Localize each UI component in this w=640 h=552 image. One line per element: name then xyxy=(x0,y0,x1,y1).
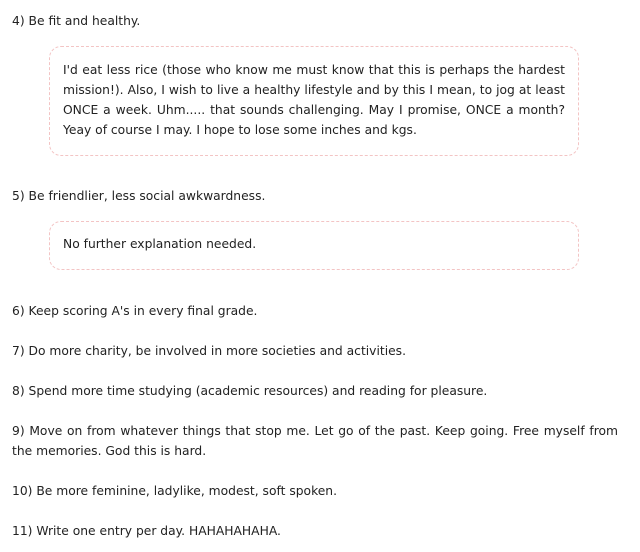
goal-item-9: 9) Move on from whatever things that stop me. Let go of the past. Keep going. Free myself from the memories. God this is hard. xyxy=(12,424,618,458)
goal-item-10: 10) Be more feminine, ladylike, modest, soft spoken. xyxy=(12,484,338,498)
goal-note-text: No further explanation needed. xyxy=(63,237,257,251)
goal-item-5: 5) Be friendlier, less social awkwardness. xyxy=(12,189,266,203)
goal-item-6: 6) Keep scoring A's in every final grade. xyxy=(12,304,258,318)
goal-item-8: 8) Spend more time studying (academic resources) and reading for pleasure. xyxy=(12,384,488,398)
goal-note-box xyxy=(49,46,579,156)
goal-item-7: 7) Do more charity, be involved in more societies and activities. xyxy=(12,344,406,358)
goal-note-box xyxy=(49,221,579,270)
goal-item-4: 4) Be fit and healthy. xyxy=(12,14,141,28)
goal-item-11: 11) Write one entry per day. HAHAHAHAHA. xyxy=(12,524,281,538)
goal-note-text: I'd eat less rice (those who know me must know that this is perhaps the hardest mission!). Also, I wish to live a healthy lifestyle and by this I mean, to jog at least ONCE a week. Uhm..... that sounds challenging. May I promise, ONCE a month? Yeay of course I may. I hope to lose some inches and kgs. xyxy=(63,63,565,137)
